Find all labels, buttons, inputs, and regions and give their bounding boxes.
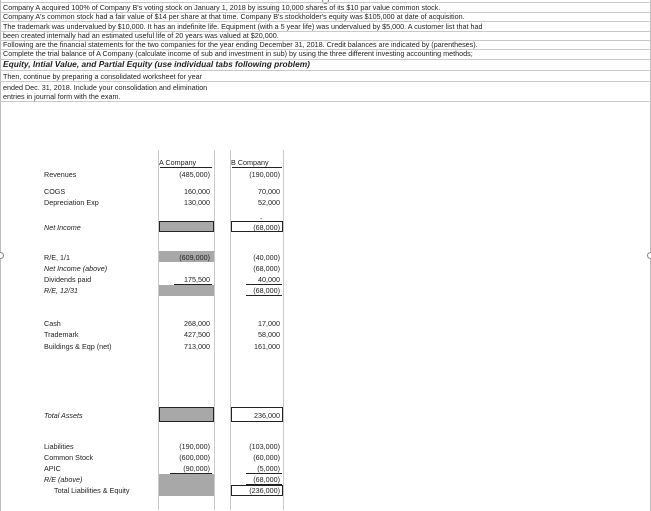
row-label-apic: APIC: [44, 464, 61, 473]
row-label-re-end: R/E, 12/31: [44, 286, 78, 295]
col-header-a-company: A Company: [159, 158, 197, 167]
a-cash: 268,000: [184, 319, 210, 328]
a-dividends: 175,500: [184, 275, 210, 284]
instructions-line-3: entries in journal form with the exam.: [3, 92, 121, 101]
a-liabilities: (190,000): [179, 442, 210, 451]
problem-line-3: The trademark was undervalued by $10,000. It has an indefinite life. Equipment (with a 5 year life) was undervalued by $5,000. A customer list that had: [3, 21, 483, 31]
a-re-above-cell[interactable]: [159, 474, 214, 485]
b-revenues: (190,000): [249, 170, 280, 179]
b-depreciation: 52,000: [258, 198, 280, 207]
a-total-assets-box: [159, 407, 214, 422]
column-divider-a: [158, 150, 159, 510]
row-label-net-income: Net Income: [44, 223, 81, 232]
b-re-end: (68,000): [253, 286, 280, 295]
column-divider-mid: [214, 150, 215, 510]
b-cogs: 70,000: [258, 187, 280, 196]
a-apic: (90,000): [183, 464, 210, 473]
b-ni-above: (68,000): [253, 264, 280, 273]
problem-heading: Equity, Intial Value, and Partial Equity (use individual tabs following problem): [3, 59, 310, 69]
row-label-re-above: R/E (above): [44, 475, 83, 484]
b-liabilities: (103,000): [249, 442, 280, 451]
a-buildings: 713,000: [184, 342, 210, 351]
b-trademark: 58,000: [258, 330, 280, 339]
row-label-cash: Cash: [44, 319, 61, 328]
b-re-above: (68,000): [253, 475, 280, 484]
a-common-stock: (600,000): [179, 453, 210, 462]
a-trademark: 427,500: [184, 330, 210, 339]
a-cogs: 160,000: [184, 187, 210, 196]
row-label-depreciation: Depreciation Exp: [44, 198, 99, 207]
row-label-common-stock: Common Stock: [44, 453, 94, 462]
row-label-buildings: Buildings & Eqp (net): [44, 342, 112, 351]
column-divider-b-right: [283, 150, 284, 510]
row-label-re-begin: R/E, 1/1: [44, 253, 70, 262]
instructions-line-1: Then, continue by preparing a consolidated worksheet for year: [3, 72, 202, 81]
b-re-begin: (40,000): [253, 253, 280, 262]
b-apic: (5,000): [257, 464, 280, 473]
a-re-begin: (609,000): [179, 253, 210, 262]
row-label-total-assets: Total Assets: [44, 411, 83, 420]
b-total-assets: 236,000: [254, 411, 280, 420]
problem-line-4: been created internally had an estimated useful life of 20 years was valued at $20,000.: [3, 30, 279, 40]
left-resize-handle[interactable]: [0, 252, 4, 259]
b-dividends: 40,000: [258, 275, 280, 284]
col-header-b-company: B Company: [231, 158, 269, 167]
instructions-line-2: ended Dec. 31, 2018. Include your consolidation and elimination: [3, 83, 208, 92]
row-label-liabilities: Liabilities: [44, 442, 74, 451]
b-common-stock: (60,000): [253, 453, 280, 462]
a-net-income-box: [159, 221, 214, 232]
row-label-total-le: Total Liabilities & Equity: [54, 486, 130, 495]
row-label-trademark: Trademark: [44, 330, 79, 339]
a-revenues: (485,000): [179, 170, 210, 179]
problem-line-1: Company A acquired 100% of Company B's voting stock on January 1, 2018 by issuing 10,000 shares of its $10 par value common stock.: [3, 3, 441, 12]
right-resize-handle[interactable]: [647, 252, 651, 259]
b-total-le: (236,000): [249, 486, 280, 495]
b-buildings: 161,000: [254, 342, 280, 351]
problem-line-6: Complete the trial balance of A Company (calculate income of sub and investment in sub) by using the three different investing accounting methods;: [3, 49, 473, 59]
row-label-cogs: COGS: [44, 187, 66, 196]
b-net-income: (68,000): [253, 223, 280, 232]
a-re-end-cell[interactable]: [159, 285, 214, 296]
a-depreciation: 130,000: [184, 198, 210, 207]
a-total-le-cell[interactable]: [159, 485, 214, 496]
b-dash: -: [260, 214, 263, 223]
row-label-dividends: Dividends paid: [44, 275, 92, 284]
problem-line-2: Company A's common stock had a fair value of $14 per share at that time. Company B's stockholder's equity was $105,000 at date of acquisition.: [3, 12, 465, 22]
row-label-ni-above: Net Income (above): [44, 264, 108, 273]
row-label-revenues: Revenues: [44, 170, 77, 179]
problem-line-5: Following are the financial statements for the two companies for the year ending December 31, 2018. Credit balances are indicated by (parentheses).: [3, 40, 478, 50]
b-cash: 17,000: [258, 319, 280, 328]
